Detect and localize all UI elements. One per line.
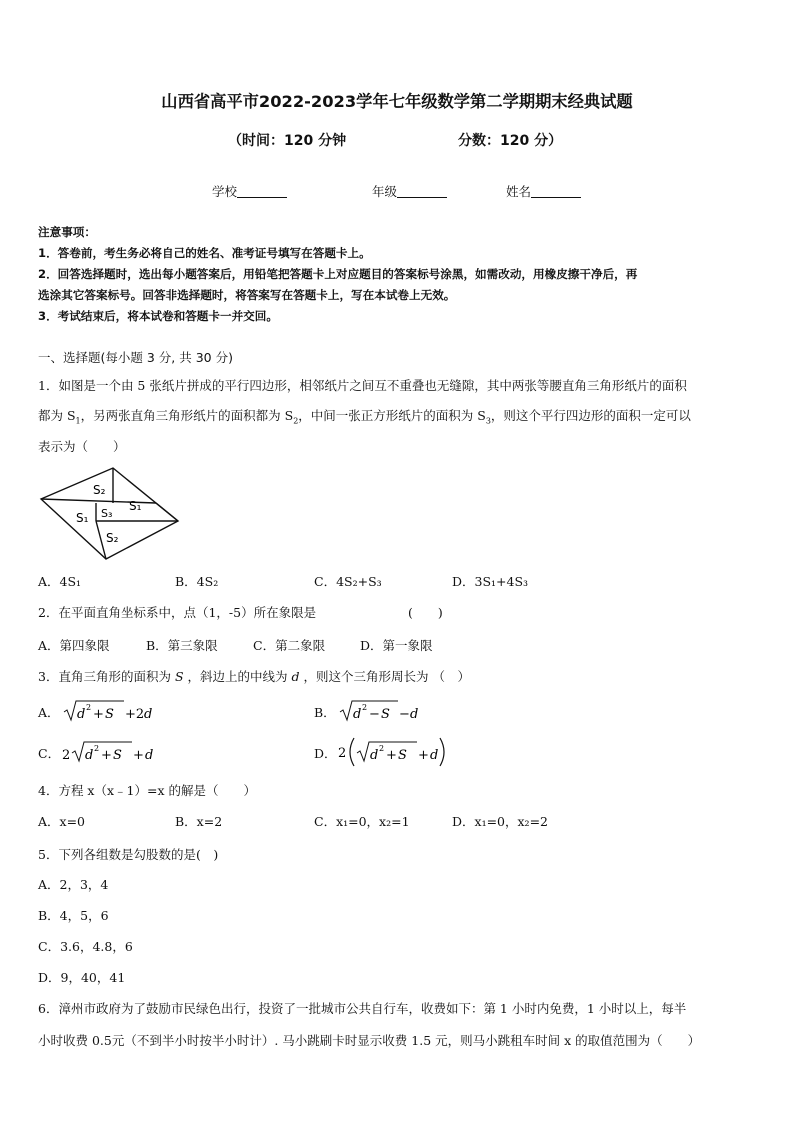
- name-field: 姓名: [506, 182, 581, 200]
- q2-option-d: D．第一象限: [360, 638, 433, 653]
- q1-line3: 表示为（ ）: [38, 439, 126, 454]
- svg-text:S: S: [105, 707, 114, 722]
- school-field: 学校: [212, 182, 287, 200]
- q2-paren: ( ): [408, 605, 443, 620]
- q3-option-a-label: A．: [38, 705, 60, 720]
- q1-line1: 1．如图是一个由 5 张纸片拼成的平行四边形，相邻纸片之间互不重叠也无缝隙，其中两张等腰直角三角形纸片的面积: [38, 378, 687, 393]
- q5-stem: 5．下列各组数是勾股数的是( ): [38, 847, 219, 862]
- svg-text:d: d: [144, 707, 153, 722]
- svg-text:+: +: [418, 748, 429, 763]
- q2-option-b: B．第三象限: [146, 638, 218, 653]
- q3-option-c-formula: [62, 738, 158, 766]
- svg-text:−: −: [369, 707, 380, 722]
- svg-text:+: +: [93, 707, 104, 722]
- svg-text:+: +: [386, 748, 397, 763]
- svg-text:2: 2: [94, 744, 100, 753]
- q6-line1: 6．漳州市政府为了鼓励市民绿色出行，投资了一批城市公共自行车，收费如下：第 1 小时内免费，1 小时以上，每半: [38, 1001, 687, 1016]
- svg-text:+2: +2: [125, 707, 145, 722]
- q3-option-d-label: D．: [314, 746, 337, 761]
- q5-option-d: D．9，40，41: [38, 970, 126, 985]
- q3-stem: 3．直角三角形的面积为 S ，斜边上的中线为 d ，则这个三角形周长为 （ ）: [38, 669, 470, 684]
- grade-field: 年级: [372, 182, 447, 200]
- q1-option-b: B．4S₂: [175, 574, 219, 589]
- notes-heading: 注意事项：: [38, 225, 96, 239]
- fig-label-s2-bottom: S₂: [106, 531, 119, 545]
- svg-text:d: d: [85, 748, 94, 763]
- svg-text:+: +: [133, 748, 144, 763]
- svg-text:S: S: [381, 707, 390, 722]
- q3-option-b-label: B．: [314, 705, 336, 720]
- fig-label-s1-left: S₁: [76, 511, 89, 525]
- svg-text:d: d: [353, 707, 362, 722]
- q1-option-c: C．4S₂+S₃: [314, 574, 382, 589]
- svg-text:2: 2: [362, 703, 368, 712]
- svg-text:d: d: [410, 707, 419, 722]
- note-2b: 选涂其它答案标号。回答非选择题时，将答案写在答题卡上，写在本试卷上无效。: [38, 288, 456, 302]
- q3-option-d-formula: [338, 735, 446, 769]
- q4-option-c: C．x₁=0，x₂=1: [314, 814, 410, 829]
- q5-option-c: C．3.6，4.8，6: [38, 939, 133, 954]
- q1-line2: 都为 $S_1$，另两张直角三角形纸片的面积都为 $S_2$，中间一张正方形纸片的面积为 $S_3$，则这个平行四边形的面积一定可以: [38, 408, 691, 426]
- fig-label-s3: S₃: [101, 507, 113, 520]
- svg-text:S: S: [398, 748, 407, 763]
- q5-option-a: A．2，3，4: [38, 877, 109, 892]
- svg-text:2: 2: [62, 748, 71, 763]
- q4-stem: 4．方程 x（x﹣1）=x 的解是（ ）: [38, 783, 256, 798]
- score-label: 分数：120 分）: [458, 133, 563, 149]
- svg-text:−: −: [399, 707, 410, 722]
- q2-option-a: A．第四象限: [38, 638, 110, 653]
- q6-line2: 小时收费 0.5元（不到半小时按半小时计）. 马小跳刷卡时显示收费 1.5 元，则马小跳租车时间 x 的取值范围为（ ）: [38, 1033, 701, 1048]
- svg-text:2: 2: [86, 703, 92, 712]
- svg-text:+: +: [101, 748, 112, 763]
- fig-label-s2-top: S₂: [93, 483, 106, 497]
- svg-text:d: d: [430, 748, 439, 763]
- page-title: 山西省高平市2022-2023学年七年级数学第二学期期末经典试题: [161, 92, 633, 111]
- q3-option-b-formula: [338, 698, 428, 724]
- q5-option-b: B．4，5，6: [38, 908, 109, 923]
- parallelogram-figure: [36, 466, 182, 564]
- q2-stem: 2．在平面直角坐标系中，点（1，-5）所在象限是: [38, 605, 317, 620]
- fig-label-s1-right: S₁: [129, 499, 142, 513]
- q4-option-a: A．x=0: [38, 814, 86, 829]
- svg-text:2: 2: [338, 746, 347, 761]
- q4-option-b: B．x=2: [175, 814, 223, 829]
- q2-option-c: C．第二象限: [253, 638, 326, 653]
- q3-option-c-label: C．: [38, 746, 61, 761]
- note-3: 3．考试结束后，将本试卷和答题卡一并交回。: [38, 309, 278, 323]
- section-heading: 一、选择题(每小题 3 分, 共 30 分): [38, 350, 233, 365]
- note-2a: 2．回答选择题时，选出每小题答案后，用铅笔把答题卡上对应题目的答案标号涂黑，如需改动，用橡皮擦干净后，再: [38, 267, 638, 281]
- q1-option-d: D．3S₁+4S₃: [452, 574, 529, 589]
- q4-option-d: D．x₁=0，x₂=2: [452, 814, 548, 829]
- svg-text:d: d: [370, 748, 379, 763]
- q1-option-a: A．4S₁: [38, 574, 82, 589]
- q3-option-a-formula: [62, 698, 158, 724]
- svg-text:d: d: [77, 707, 86, 722]
- svg-text:d: d: [145, 748, 154, 763]
- svg-text:S: S: [113, 748, 122, 763]
- time-label: （时间：120 分钟: [228, 133, 347, 149]
- note-1: 1．答卷前，考生务必将自己的姓名、准考证号填写在答题卡上。: [38, 246, 371, 260]
- svg-text:2: 2: [379, 744, 385, 753]
